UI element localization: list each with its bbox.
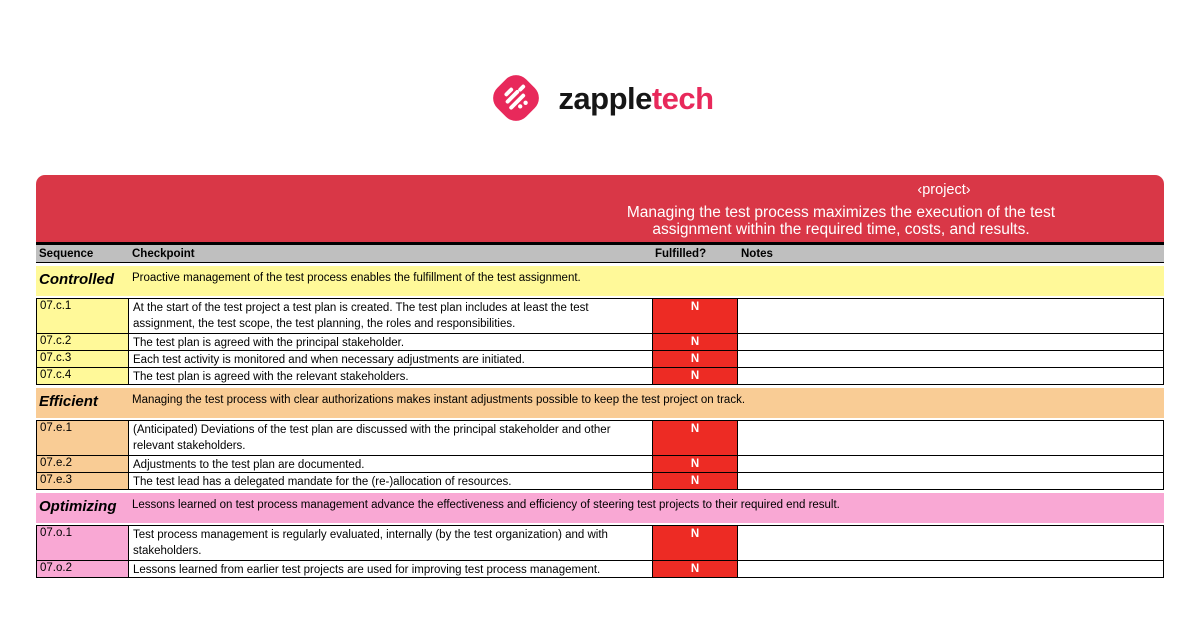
table-row	[36, 368, 1164, 385]
fulfilled-cell[interactable]: N	[652, 561, 737, 577]
checkpoint-cell: The test plan is agreed with the principal stakeholder.	[128, 334, 652, 350]
fulfilled-cell[interactable]: N	[652, 526, 737, 560]
section-rows-optimizing	[36, 525, 1164, 578]
section-rows-efficient	[36, 420, 1164, 490]
sequence-cell: 07.e.3	[37, 473, 128, 489]
table-row	[36, 473, 1164, 490]
fulfilled-cell[interactable]: N	[652, 351, 737, 367]
brand-wordmark	[558, 80, 714, 116]
section-description: Proactive management of the test process enables the fulfillment of the test assignment.	[132, 272, 581, 284]
fulfilled-cell[interactable]: N	[652, 334, 737, 350]
header-checkpoint: Checkpoint	[132, 247, 195, 260]
notes-cell[interactable]	[737, 456, 1163, 472]
checkpoint-cell: Each test activity is monitored and when necessary adjustments are initiated.	[128, 351, 652, 367]
fulfilled-cell[interactable]: N	[652, 421, 737, 455]
sequence-cell: 07.o.2	[37, 561, 128, 577]
notes-cell[interactable]	[737, 473, 1163, 489]
checkpoint-cell: Lessons learned from earlier test projects are used for improving test process management.	[128, 561, 652, 577]
banner-description	[486, 204, 1196, 238]
notes-cell[interactable]	[737, 299, 1163, 333]
notes-cell[interactable]	[737, 368, 1163, 384]
header-fulfilled: Fulfilled?	[655, 247, 707, 260]
checklist-sheet	[36, 175, 1164, 578]
notes-cell[interactable]	[737, 421, 1163, 455]
sequence-cell: 07.o.1	[37, 526, 128, 560]
fulfilled-cell[interactable]: N	[652, 473, 737, 489]
table-row	[36, 299, 1164, 334]
table-row	[36, 456, 1164, 473]
table-row	[36, 421, 1164, 456]
fulfilled-cell[interactable]: N	[652, 299, 737, 333]
fulfilled-cell[interactable]: N	[652, 368, 737, 384]
checkpoint-cell: Test process management is regularly evaluated, internally (by the test organization) and with stakeholders.	[128, 526, 652, 560]
sequence-cell: 07.c.1	[37, 299, 128, 333]
banner	[36, 175, 1164, 245]
header-sequence: Sequence	[39, 247, 94, 260]
banner-description-line1: Managing the test process maximizes the execution of the test	[626, 204, 1056, 221]
section-header-efficient	[36, 388, 1164, 418]
section-description: Lessons learned on test process management advance the effectiveness and efficiency of steering test projects to their required end result.	[132, 499, 840, 511]
table-row	[36, 334, 1164, 351]
section-description: Managing the test process with clear authorizations makes instant adjustments possible to keep the test project on track.	[132, 394, 746, 406]
table-row	[36, 526, 1164, 561]
zappletech-icon	[486, 68, 546, 128]
sections-container	[36, 266, 1164, 578]
sequence-cell: 07.c.2	[37, 334, 128, 350]
brand-name-black: zapple	[558, 80, 652, 116]
checkpoint-cell: At the start of the test project a test plan is created. The test plan includes at least the test assignment, the test scope, the test planning, the roles and responsibilities.	[128, 299, 652, 333]
table-row	[36, 561, 1164, 578]
sequence-cell: 07.e.1	[37, 421, 128, 455]
section-rows-controlled	[36, 298, 1164, 385]
section-name: Controlled	[39, 271, 114, 288]
banner-project-label: ‹project›	[917, 182, 971, 198]
banner-description-line2: assignment within the required time, costs, and results.	[652, 221, 1030, 238]
sequence-cell: 07.c.4	[37, 368, 128, 384]
section-header-optimizing	[36, 493, 1164, 523]
notes-cell[interactable]	[737, 526, 1163, 560]
checkpoint-cell: The test plan is agreed with the relevant stakeholders.	[128, 368, 652, 384]
sequence-cell: 07.c.3	[37, 351, 128, 367]
fulfilled-cell[interactable]: N	[652, 456, 737, 472]
column-header-row	[36, 245, 1164, 263]
sequence-cell: 07.e.2	[37, 456, 128, 472]
checkpoint-cell: (Anticipated) Deviations of the test plan are discussed with the principal stakeholder and other relevant stakeholders.	[128, 421, 652, 455]
notes-cell[interactable]	[737, 334, 1163, 350]
table-row	[36, 351, 1164, 368]
section-name: Optimizing	[39, 498, 117, 515]
notes-cell[interactable]	[737, 351, 1163, 367]
brand-logo	[0, 68, 1200, 128]
notes-cell[interactable]	[737, 561, 1163, 577]
checkpoint-cell: Adjustments to the test plan are documented.	[128, 456, 652, 472]
header-notes: Notes	[741, 247, 773, 260]
section-header-controlled	[36, 266, 1164, 296]
brand-name-accent: tech	[651, 80, 714, 116]
section-name: Efficient	[39, 393, 98, 410]
checkpoint-cell: The test lead has a delegated mandate for the (re-)allocation of resources.	[128, 473, 652, 489]
